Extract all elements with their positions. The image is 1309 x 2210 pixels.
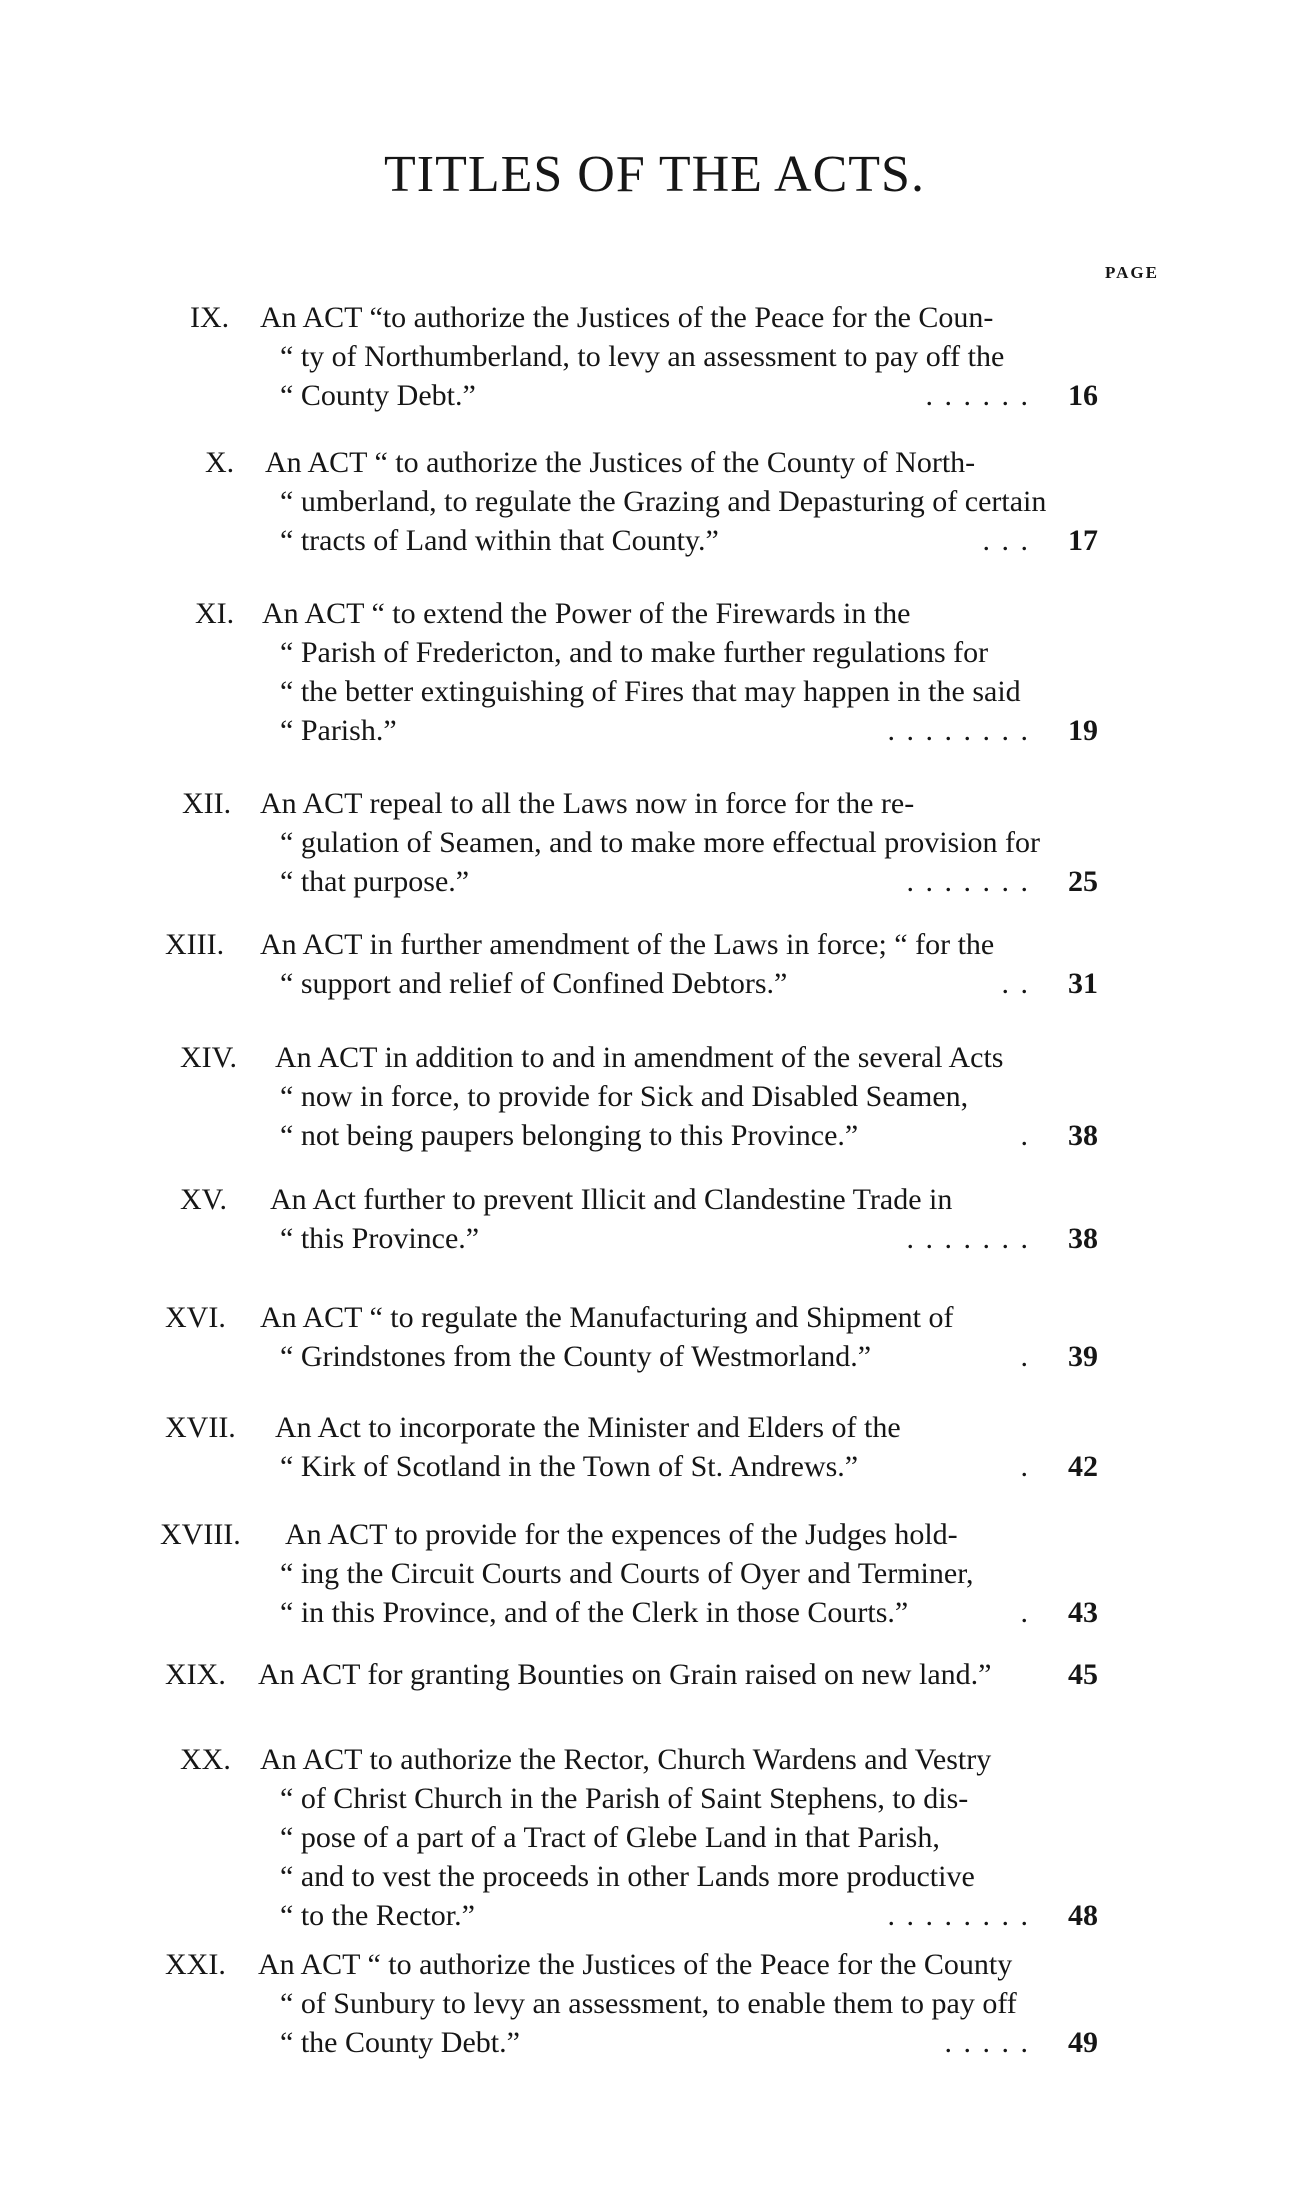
act-title-text: “ umberland, to regulate the Grazing and Depasturing of certain [280, 485, 1047, 518]
page-column-header: PAGE [1105, 263, 1159, 282]
act-line [0, 784, 1309, 823]
act-title-text: An ACT “to authorize the Justices of the Peace for the Coun- [260, 301, 994, 334]
leader-dots: . [1020, 1450, 1030, 1483]
act-title-text: “ the County Debt.” [280, 2026, 520, 2059]
act-title-text: “ pose of a part of a Tract of Glebe Land in that Parish, [280, 1821, 940, 1854]
leader-dots: . . . . . . . [906, 865, 1030, 898]
act-page-number: 38 [1068, 1222, 1098, 1255]
act-title-text: “ County Debt.” [280, 379, 476, 412]
act-line [0, 1515, 1309, 1554]
act-entry [0, 925, 1309, 1003]
act-entry [0, 1945, 1309, 2062]
act-title-text: An ACT to provide for the expences of the Judges hold- [285, 1518, 958, 1551]
act-title-text: “ Kirk of Scotland in the Town of St. Andrews.” [280, 1450, 859, 1483]
act-page-number: 42 [1068, 1450, 1098, 1483]
leader-dots: . . . . . . . . [887, 1899, 1030, 1932]
act-line [0, 1984, 1309, 2023]
act-line [0, 1554, 1309, 1593]
act-number: XIII. [165, 928, 225, 961]
leader-dots: . . [1001, 967, 1030, 1000]
act-number: XX. [180, 1743, 231, 1776]
act-line [0, 1180, 1309, 1219]
act-entry [0, 784, 1309, 901]
leader-dots: . . . [982, 524, 1030, 557]
act-page-number: 38 [1068, 1119, 1098, 1152]
act-title-text: “ this Province.” [280, 1222, 480, 1255]
act-title-text: “ in this Province, and of the Clerk in those Courts.” [280, 1596, 909, 1629]
act-line [0, 1447, 1309, 1486]
act-entry [0, 1180, 1309, 1258]
act-line [0, 298, 1309, 337]
act-entry [0, 594, 1309, 750]
act-number: X. [205, 446, 235, 479]
act-title-text: “ that purpose.” [280, 865, 470, 898]
act-number: XIV. [180, 1041, 237, 1074]
act-line [0, 1116, 1309, 1155]
leader-dots: . [1020, 1340, 1030, 1373]
act-title-text: An ACT to authorize the Rector, Church Wardens and Vestry [260, 1743, 992, 1776]
act-title-text: “ ing the Circuit Courts and Courts of Oyer and Terminer, [280, 1557, 974, 1590]
act-number: XV. [180, 1183, 227, 1216]
leader-dots: . [1020, 1596, 1030, 1629]
act-line [0, 1818, 1309, 1857]
act-page-number: 39 [1068, 1340, 1098, 1373]
act-title-text: “ tracts of Land within that County.” [280, 524, 719, 557]
act-number: XIX. [165, 1658, 226, 1691]
act-entry [0, 1740, 1309, 1935]
act-number: XII. [182, 787, 232, 820]
act-line [0, 1593, 1309, 1632]
page-title: TITLES OF THE ACTS. [384, 146, 925, 203]
act-line [0, 376, 1309, 415]
act-page-number: 17 [1068, 524, 1098, 557]
act-entry [0, 298, 1309, 415]
act-line [0, 964, 1309, 1003]
act-title-text: An ACT in addition to and in amendment of the several Acts [275, 1041, 1004, 1074]
act-title-text: “ gulation of Seamen, and to make more effectual provision for [280, 826, 1041, 859]
act-title-text: An ACT “ to extend the Power of the Firewards in the [262, 597, 911, 630]
leader-dots: . . . . . . . . [887, 714, 1030, 747]
act-line [0, 1077, 1309, 1116]
act-entry [0, 443, 1309, 560]
act-number: XVIII. [160, 1518, 241, 1551]
act-line [0, 1655, 1309, 1694]
act-line [0, 1896, 1309, 1935]
act-page-number: 19 [1068, 714, 1098, 747]
act-line [0, 594, 1309, 633]
act-title-text: “ to the Rector.” [280, 1899, 475, 1932]
act-entry [0, 1298, 1309, 1376]
act-title-text: “ and to vest the proceeds in other Lands more productive [280, 1860, 975, 1893]
act-title-text: An Act to incorporate the Minister and Elders of the [275, 1411, 901, 1444]
act-title-text: “ now in force, to provide for Sick and Disabled Seamen, [280, 1080, 969, 1113]
act-page-number: 45 [1068, 1658, 1098, 1691]
act-line [0, 521, 1309, 560]
act-title-text: “ ty of Northumberland, to levy an assessment to pay off the [280, 340, 1005, 373]
act-title-text: An ACT for granting Bounties on Grain raised on new land.” [258, 1658, 992, 1691]
act-title-text: “ Parish.” [280, 714, 397, 747]
leader-dots: . . . . . . [925, 379, 1030, 412]
act-line [0, 1408, 1309, 1447]
act-title-text: An Act further to prevent Illicit and Clandestine Trade in [270, 1183, 953, 1216]
act-title-text: An ACT in further amendment of the Laws in force; “ for the [260, 928, 995, 961]
act-title-text: “ Parish of Fredericton, and to make further regulations for [280, 636, 989, 669]
act-title-text: An ACT “ to regulate the Manufacturing and Shipment of [260, 1301, 954, 1334]
act-number: XVI. [165, 1301, 226, 1334]
leader-dots: . . . . . [944, 2026, 1030, 2059]
act-entry [0, 1655, 1309, 1694]
act-line [0, 443, 1309, 482]
act-line [0, 823, 1309, 862]
act-number: XVII. [165, 1411, 236, 1444]
act-number: IX. [190, 301, 230, 334]
act-line [0, 1857, 1309, 1896]
act-line [0, 1945, 1309, 1984]
act-title-text: “ of Sunbury to levy an assessment, to enable them to pay off [280, 1987, 1017, 2020]
act-line [0, 482, 1309, 521]
act-line [0, 1779, 1309, 1818]
act-page-number: 43 [1068, 1596, 1098, 1629]
act-title-text: “ the better extinguishing of Fires that may happen in the said [280, 675, 1021, 708]
act-line [0, 672, 1309, 711]
act-number: XI. [195, 597, 235, 630]
act-title-text: An ACT “ to authorize the Justices of the County of North- [265, 446, 976, 479]
leader-dots: . . . . . . . [906, 1222, 1030, 1255]
act-page-number: 25 [1068, 865, 1098, 898]
act-title-text: “ not being paupers belonging to this Province.” [280, 1119, 859, 1152]
act-entry [0, 1515, 1309, 1632]
act-page-number: 31 [1068, 967, 1098, 1000]
leader-dots: . [1020, 1119, 1030, 1152]
act-line [0, 1219, 1309, 1258]
act-title-text: “ of Christ Church in the Parish of Saint Stephens, to dis- [280, 1782, 969, 1815]
act-line [0, 1038, 1309, 1077]
act-line [0, 711, 1309, 750]
act-number: XXI. [165, 1948, 226, 1981]
act-page-number: 16 [1068, 379, 1098, 412]
act-line [0, 1740, 1309, 1779]
act-entry [0, 1408, 1309, 1486]
act-line [0, 2023, 1309, 2062]
act-line [0, 862, 1309, 901]
act-line [0, 633, 1309, 672]
act-title-text: “ support and relief of Confined Debtors.” [280, 967, 788, 1000]
act-line [0, 1298, 1309, 1337]
act-entry [0, 1038, 1309, 1155]
act-line [0, 1337, 1309, 1376]
act-title-text: An ACT “ to authorize the Justices of the Peace for the County [258, 1948, 1013, 1981]
act-title-text: An ACT repeal to all the Laws now in force for the re- [260, 787, 915, 820]
act-page-number: 48 [1068, 1899, 1098, 1932]
act-page-number: 49 [1068, 2026, 1098, 2059]
act-line [0, 337, 1309, 376]
act-line [0, 925, 1309, 964]
act-title-text: “ Grindstones from the County of Westmorland.” [280, 1340, 872, 1373]
